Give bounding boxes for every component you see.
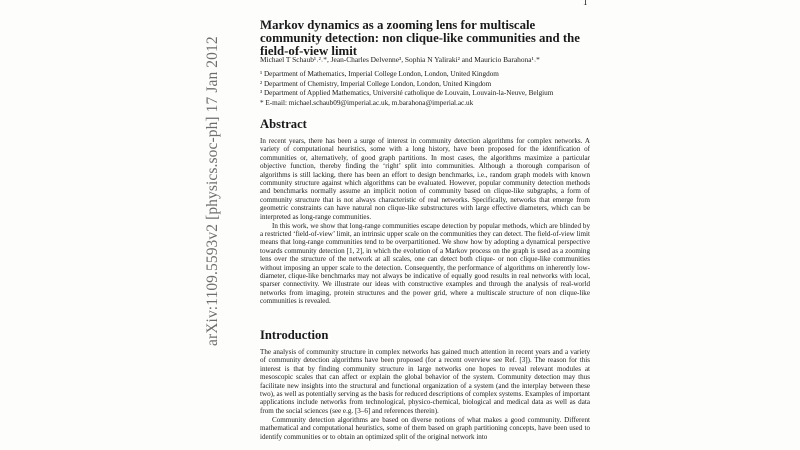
affiliation-list bbox=[260, 70, 600, 108]
page-number: 1 bbox=[583, 0, 588, 7]
affiliation-chemistry: ² Department of Chemistry, Imperial College London, London, United Kingdom bbox=[260, 79, 492, 88]
abstract-heading: Abstract bbox=[260, 117, 307, 131]
abstract-body bbox=[260, 137, 590, 306]
arxiv-stamp: arXiv:1109.5593v2 [physics.soc-ph] 17 Jan 2012 bbox=[204, 36, 221, 346]
introduction-body bbox=[260, 348, 590, 441]
affiliation-mathematics: ¹ Department of Mathematics, Imperial College London, London, United Kingdom bbox=[260, 70, 499, 78]
paper-title: Markov dynamics as a zooming lens for multiscale community detection: non clique-like communities and the field-of-view limit bbox=[260, 18, 580, 58]
contact-email: * E-mail: michael.schaub09@imperial.ac.uk, m.barahona@imperial.ac.uk bbox=[260, 98, 474, 107]
abstract-paragraph-2: In this work, we show that long-range communities escape detection by popular methods, which are blinded by a restricted ‘field-of-view’ limit, an intrinsic upper scale on the communities they can detect. The field-of-view limit means that long-range communities tend to be overpartitioned. We show how by adopting a dynamical perspective towards community detection [1, 2], in which the evolution of a Markov process on the graph is used as a zooming lens over the structure of the network at all scales, one can detect both clique- or non clique-like communities without imposing an upper scale to the detection. Consequently, the performance of algorithms on inherently low-diameter, clique-like benchmarks may not always be indicative of equally good results in real networks with local, sparser connectivity. We illustrate our ideas with constructive examples and through the analysis of real-world networks from imaging, protein structures and the power grid, where a multiscale structure of non clique-like communities is revealed. bbox=[260, 221, 590, 306]
abstract-paragraph-1: In recent years, there has been a surge of interest in community detection algorithms for complex networks. A variety of computational heuristics, some with a long history, have been proposed for the identification of communities or, alternatively, of good graph partitions. In most cases, the algorithms maximize a particular objective function, thereby finding the ‘right’ split into communities. Although a thorough comparison of algorithms is still lacking, there has been an effort to design benchmarks, i.e., random graph models with known community structure against which algorithms can be evaluated. However, popular community detection methods and benchmarks normally assume an implicit notion of community based on clique-like subgraphs, a form of community structure that is not always characteristic of real networks. Specifically, networks that emerge from geometric constraints can have natural non clique-like substructures with large effective diameters, which can be interpreted as long-range communities. bbox=[260, 137, 590, 221]
introduction-heading: Introduction bbox=[260, 328, 329, 342]
introduction-paragraph-2: Community detection algorithms are based on diverse notions of what makes a good community. Different mathematical and computational heuristics, some of them based on graph partitioning concepts, have been used to identify communities or to obtain an optimized split of the original network into bbox=[260, 415, 590, 441]
introduction-paragraph-1: The analysis of community structure in complex networks has gained much attention in recent years and a variety of community detection algorithms have been proposed (for a recent overview see Ref. [3]). The reason for this interest is that by finding community structure in large networks one hopes to reveal relevant modules at mesoscopic scales that can affect or explain the global behavior of the system. Community detection may thus facilitate new insights into the structural and functional organization of a system (and the interplay between these two), as well as potentially serving as the basis for reduced descriptions of complex systems. Examples of important applications include networks from technological, physico-chemical, biological and medical data as well as data from the social sciences (see e.g. [3–6] and references therein). bbox=[260, 348, 590, 415]
author-list: Michael T Schaub¹˒²˒*, Jean-Charles Delvenne³, Sophia N Yaliraki² and Mauricio Barahona¹˒* bbox=[260, 55, 540, 64]
affiliation-applied-mathematics: ³ Department of Applied Mathematics, Université catholique de Louvain, Louvain-la-Neuve, Belgium bbox=[260, 89, 554, 97]
